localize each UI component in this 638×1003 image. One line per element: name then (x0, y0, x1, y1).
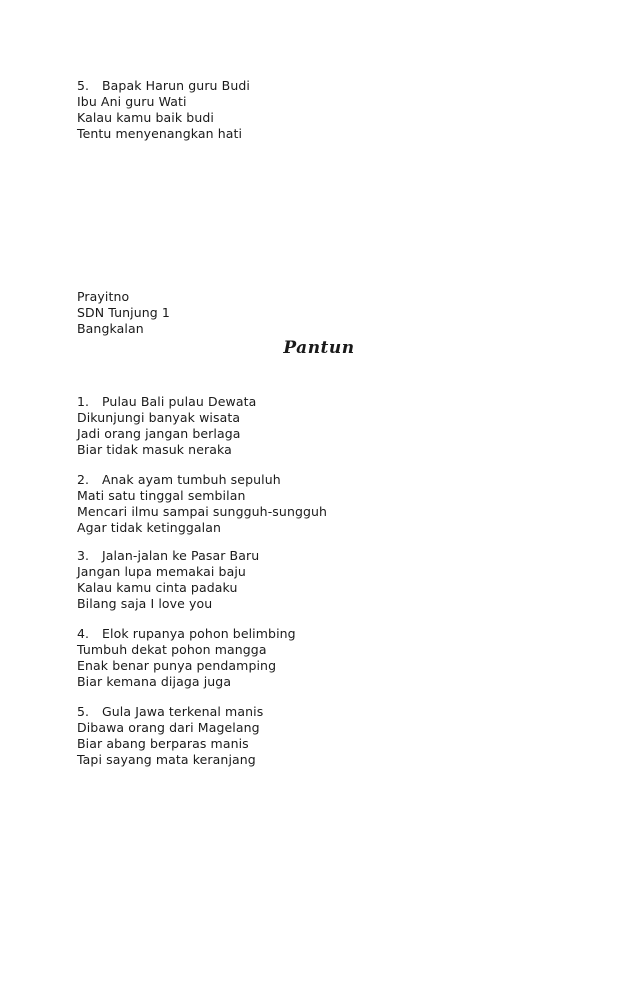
stanza-line: Biar tidak masuk neraka (77, 442, 232, 457)
stanza-number: 5. (77, 78, 90, 93)
stanza-line: Kalau kamu baik budi (77, 110, 214, 125)
stanza-line (77, 78, 557, 94)
stanza-number: 5. (77, 704, 90, 719)
stanza-line-text: Gula Jawa terkenal manis (102, 704, 264, 719)
stanza-line: Dibawa orang dari Magelang (77, 720, 260, 735)
author-city: Bangkalan (77, 321, 144, 336)
stanza-line (77, 626, 557, 642)
stanza-line: Jadi orang jangan berlaga (77, 426, 241, 441)
stanza-line: Agar tidak ketinggalan (77, 520, 222, 535)
stanza-2 (77, 472, 557, 536)
stanza-line-text: Jalan-jalan ke Pasar Baru (102, 548, 260, 563)
stanza-line: Ibu Ani guru Wati (77, 94, 187, 109)
stanza-number: 2. (77, 472, 90, 487)
stanza-5 (77, 704, 557, 768)
stanza-number: 1. (77, 394, 90, 409)
stanza-line-text: Bapak Harun guru Budi (102, 78, 250, 93)
stanza-4 (77, 626, 557, 690)
stanza-line (77, 472, 557, 488)
stanza-line-text: Pulau Bali pulau Dewata (102, 394, 257, 409)
stanza-line: Jangan lupa memakai baju (77, 564, 246, 579)
stanza-3 (77, 548, 557, 612)
stanza-line: Enak benar punya pendamping (77, 658, 277, 673)
stanza-line: Tapi sayang mata keranjang (77, 752, 256, 767)
stanza-number: 4. (77, 626, 90, 641)
stanza-line (77, 704, 557, 720)
stanza-line: Mencari ilmu sampai sungguh-sungguh (77, 504, 328, 519)
page-title: Pantun (283, 338, 355, 358)
stanza-line: Mati satu tinggal sembilan (77, 488, 246, 503)
stanza-line (77, 548, 557, 564)
stanza-line: Tentu menyenangkan hati (77, 126, 243, 141)
stanza-line-text: Anak ayam tumbuh sepuluh (102, 472, 281, 487)
stanza-line: Kalau kamu cinta padaku (77, 580, 238, 595)
stanza-1 (77, 394, 557, 458)
stanza-line: Biar abang berparas manis (77, 736, 249, 751)
stanza-line (77, 394, 557, 410)
author-name: Prayitno (77, 289, 130, 304)
author-info (77, 289, 557, 337)
stanza-line: Biar kemana dijaga juga (77, 674, 232, 689)
stanza-line: Dikunjungi banyak wisata (77, 410, 241, 425)
stanza-line: Bilang saja I love you (77, 596, 213, 611)
top-stanza (77, 78, 557, 142)
author-school: SDN Tunjung 1 (77, 305, 170, 320)
stanza-number: 3. (77, 548, 90, 563)
stanza-line: Tumbuh dekat pohon mangga (77, 642, 267, 657)
stanza-line-text: Elok rupanya pohon belimbing (102, 626, 296, 641)
